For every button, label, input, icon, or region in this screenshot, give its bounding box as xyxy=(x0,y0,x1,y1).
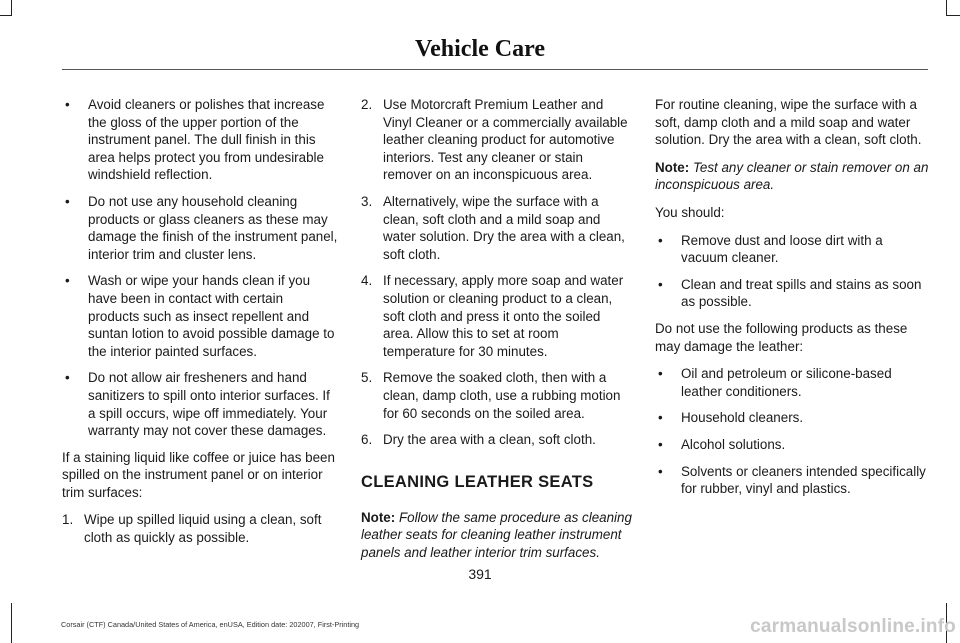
step-number: 3. xyxy=(361,193,373,209)
list-item-text: Oil and petroleum or silicone-based leather conditioners. xyxy=(681,366,892,399)
page-title: Vehicle Care xyxy=(415,36,545,62)
crop-mark-top-right-h xyxy=(946,15,960,16)
step-text: Dry the area with a clean, soft cloth. xyxy=(383,432,596,448)
bullet-mark: • xyxy=(65,370,70,386)
step-text: If necessary, apply more soap and water solution or cleaning product to a clean, soft cloth and press it onto the soiled area. Allow this to set at room temperature for 30 minutes. xyxy=(383,273,624,359)
note-label: Note: xyxy=(361,509,396,525)
list-item xyxy=(62,96,338,184)
note-text: Test any cleaner or stain remover on an inconspicuous area. xyxy=(655,159,929,193)
bullet-mark: • xyxy=(658,276,663,292)
crop-mark-top-left xyxy=(11,0,12,16)
paragraph: Do not use the following products as these may damage the leather: xyxy=(655,320,908,354)
watermark: carmanualsonline.info xyxy=(750,616,956,637)
bullet-mark: • xyxy=(658,410,663,426)
list-item-text: Remove dust and loose dirt with a vacuum cleaner. xyxy=(681,232,883,266)
column-3 xyxy=(655,96,930,507)
list-item-text: Solvents or cleaners intended specifically for rubber, vinyl and plastics. xyxy=(681,463,926,497)
header-rule xyxy=(62,69,928,70)
step-item xyxy=(361,272,633,360)
step-number: 5. xyxy=(361,370,373,386)
step-number: 1. xyxy=(62,512,74,528)
bullet-mark: • xyxy=(65,97,70,112)
list-item xyxy=(655,365,930,400)
step-item xyxy=(361,369,633,422)
crop-mark-bottom-left xyxy=(11,603,12,643)
list-item-text: Do not allow air fresheners and hand sanitizers to spill onto interior surfaces. If a spill occurs, wipe off immediately. Your warranty may not cover these damages. xyxy=(88,370,330,439)
step-text: Wipe up spilled liquid using a clean, soft cloth as quickly as possible. xyxy=(84,512,322,546)
list-item-text: Wash or wipe your hands clean if you have been in contact with certain products such as insect repellent and suntan lotion to avoid possible damage to the interior painted surfaces. xyxy=(88,273,335,359)
bullet-mark: • xyxy=(65,193,70,209)
crop-mark-top-left-h xyxy=(0,15,12,16)
step-number: 4. xyxy=(361,273,373,289)
note xyxy=(655,159,930,194)
paragraph: For routine cleaning, wipe the surface with a soft, damp cloth and a mild soap and water solution. Dry the area with a clean, soft cloth. xyxy=(655,97,922,148)
page-number: 391 xyxy=(468,566,492,582)
list-item-text: Avoid cleaners or polishes that increase the gloss of the upper portion of the instrument panel. The dull finish in this area helps protect you from undesirable windshield reflection. xyxy=(88,97,325,183)
note-label: Note: xyxy=(655,159,690,175)
step-number: 6. xyxy=(361,432,373,448)
section-heading: CLEANING LEATHER SEATS xyxy=(361,472,594,491)
list-item xyxy=(62,369,338,439)
list-item-text: Household cleaners. xyxy=(681,410,804,426)
step-text: Alternatively, wipe the surface with a clean, soft cloth and a mild soap and water solution. Dry the area with a clean, soft cloth. xyxy=(383,193,625,262)
list-item-text: Do not use any household cleaning products or glass cleaners as these may damage the finish of the instrument panel, interior trim and cluster lens. xyxy=(88,193,338,262)
bullet-mark: • xyxy=(658,463,663,479)
list-item xyxy=(62,272,338,360)
step-item xyxy=(62,511,338,546)
list-item-text: Clean and treat spills and stains as soon as possible. xyxy=(681,276,922,310)
list-item xyxy=(655,276,930,311)
list-item xyxy=(655,232,930,267)
list-item-text: Alcohol solutions. xyxy=(681,436,786,452)
column-2 xyxy=(361,96,633,571)
step-text: Use Motorcraft Premium Leather and Vinyl Cleaner or a commercially available leather cleaning product for automotive interiors. Test any cleaner or stain remover on an inconspicuous area. xyxy=(383,97,628,183)
bullet-mark: • xyxy=(65,273,70,289)
step-item xyxy=(361,431,633,449)
list-item xyxy=(655,436,930,454)
bullet-mark: • xyxy=(658,366,663,382)
step-item xyxy=(361,193,633,263)
paragraph: If a staining liquid like coffee or juice has been spilled on the instrument panel or on interior trim surfaces: xyxy=(62,449,335,500)
bullet-mark: • xyxy=(658,436,663,452)
paragraph: You should: xyxy=(655,204,725,220)
step-item xyxy=(361,96,633,184)
column-1 xyxy=(62,96,338,556)
crop-mark-top-right xyxy=(946,0,947,16)
list-item xyxy=(62,193,338,263)
list-item xyxy=(655,463,930,498)
step-number: 2. xyxy=(361,97,373,112)
list-item xyxy=(655,409,930,427)
step-text: Remove the soaked cloth, then with a clean, damp cloth, use a rubbing motion for 60 seconds on the soiled area. xyxy=(383,370,621,421)
footer-edition-info: Corsair (CTF) Canada/United States of America, enUSA, Edition date: 202007, First-Printing xyxy=(61,620,360,629)
note-text: Follow the same procedure as cleaning leather seats for cleaning leather instrument panels and leather interior trim surfaces. xyxy=(361,509,632,560)
bullet-mark: • xyxy=(658,232,663,248)
note xyxy=(361,509,633,562)
